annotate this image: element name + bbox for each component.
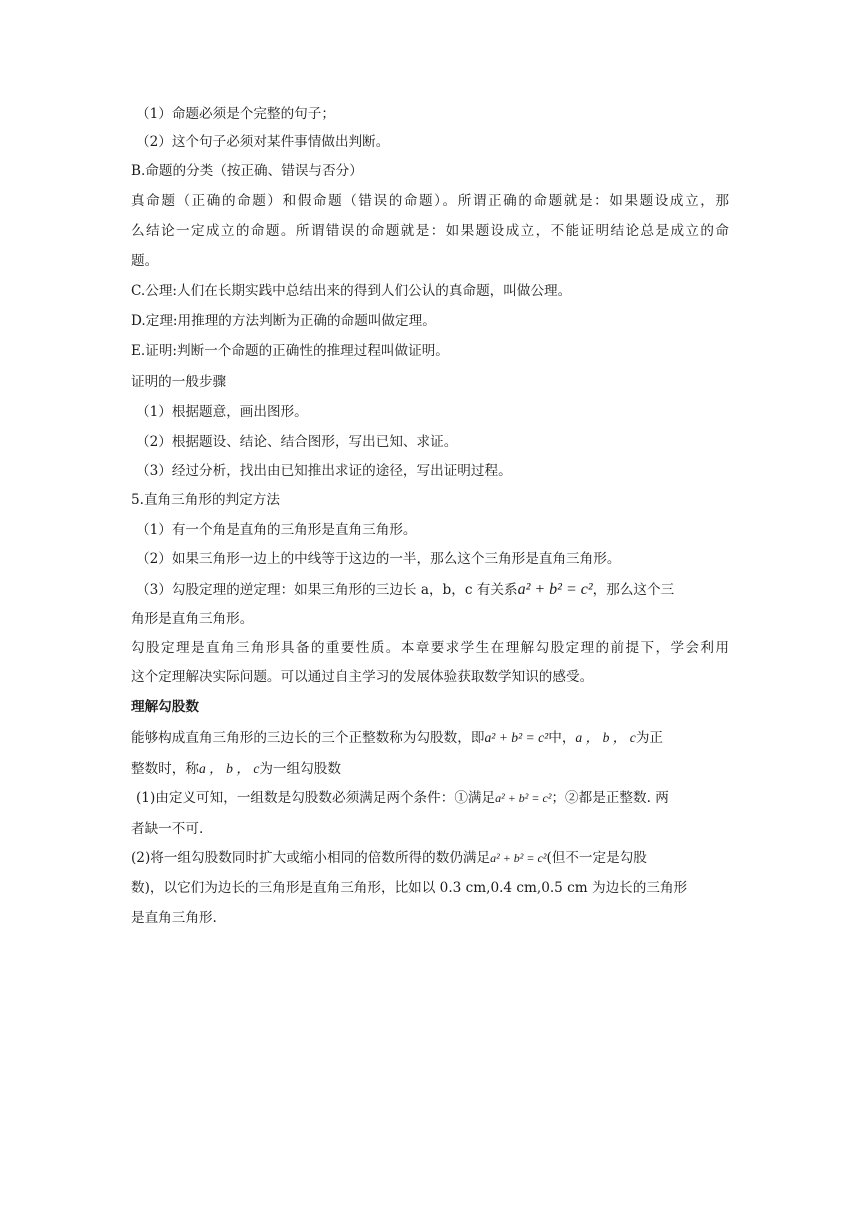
text-segment: （3）勾股定理的逆定理：如果三角形的三边长 a，b，c 有关系: [136, 582, 518, 598]
text-line: （2）这个句子必须对某件事情做出判断。: [136, 134, 390, 150]
text-line: （3）经过分析，找出由已知推出求证的途径，写出证明过程。: [136, 463, 512, 479]
text-line: D.定理:用推理的方法判断为正确的命题叫做定理。: [131, 313, 436, 329]
text-line: 真命题（正确的命题）和假命题（错误的命题）。所谓正确的命题就是：如果题设成立，那: [131, 193, 729, 209]
text-segment: 为一组勾股数: [259, 761, 341, 777]
math-formula: a² + b² = c²: [490, 851, 547, 865]
text-segment: (2)将一组勾股数同时扩大或缩小相同的倍数所得的数仍满足: [131, 850, 491, 866]
text-line: （2）根据题设、结论、结合图形，写出已知、求证。: [136, 434, 458, 450]
text-line: （1）根据题意，画出图形。: [136, 404, 308, 420]
text-line: B.命题的分类（按正确、错误与否分）: [131, 163, 363, 179]
text-line: （2）如果三角形一边上的中线等于这边的一半，那么这个三角形是直角三角形。: [136, 551, 621, 567]
section-heading: 5.直角三角形的判定方法: [131, 492, 280, 508]
text-line: （1）有一个角是直角的三角形是直角三角形。: [136, 522, 417, 538]
text-line: 数)，以它们为边长的三角形是直角三角形，比如以 0.3 cm,0.4 cm,0.5 cm 为边长的三角形: [131, 880, 688, 896]
text-line: [136, 789, 669, 807]
text-segment: (1)由定义可知，一组数是勾股数必须满足两个条件：①满足: [136, 790, 496, 806]
text-segment: 整数时，称: [131, 761, 199, 777]
section-heading: 理解勾股数: [131, 699, 199, 715]
text-line: 勾股定理是直角三角形具备的重要性质。本章要求学生在理解勾股定理的前提下，学会利用: [131, 640, 729, 656]
math-formula: a² + b² = c²: [495, 791, 552, 805]
text-line: [131, 729, 663, 747]
math-formula: a² + b² = c²: [517, 581, 593, 598]
text-line: 角形是直角三角形。: [131, 611, 254, 627]
math-variables: a ， b ， c: [198, 761, 260, 776]
text-segment: 能够构成直角三角形的三边长的三个正整数称为勾股数，即: [131, 730, 485, 746]
math-formula: a² + b² = c²: [484, 730, 549, 745]
text-segment: (但不一定是勾股: [546, 850, 647, 866]
text-segment: 中，: [548, 730, 576, 746]
text-line: 者缺一不可.: [131, 821, 204, 837]
text-line: [136, 581, 674, 599]
text-line: C.公理:人们在长期实践中总结出来的得到人们公认的真命题，叫做公理。: [131, 283, 572, 299]
text-line: （1）命题必须是个完整的句子；: [136, 106, 335, 122]
text-line: 么结论一定成立的命题。所谓错误的命题就是：如果题设成立，不能证明结论总是成立的命: [131, 223, 729, 239]
section-heading: 证明的一般步骤: [131, 374, 227, 390]
math-variables: a ， b ， c: [575, 730, 636, 745]
text-line: 是直角三角形.: [131, 910, 217, 926]
text-line: E.证明:判断一个命题的正确性的推理过程叫做证明。: [131, 343, 449, 359]
text-segment: ；②都是正整数. 两: [551, 790, 669, 806]
text-line: [131, 849, 647, 867]
text-line: [131, 760, 341, 778]
text-segment: 为正: [635, 730, 664, 746]
text-line: 题。: [131, 253, 159, 269]
text-segment: ，那么这个三: [592, 582, 675, 598]
text-line: 这个定理解决实际问题。可以通过自主学习的发展体验获取数学知识的感受。: [131, 669, 594, 685]
